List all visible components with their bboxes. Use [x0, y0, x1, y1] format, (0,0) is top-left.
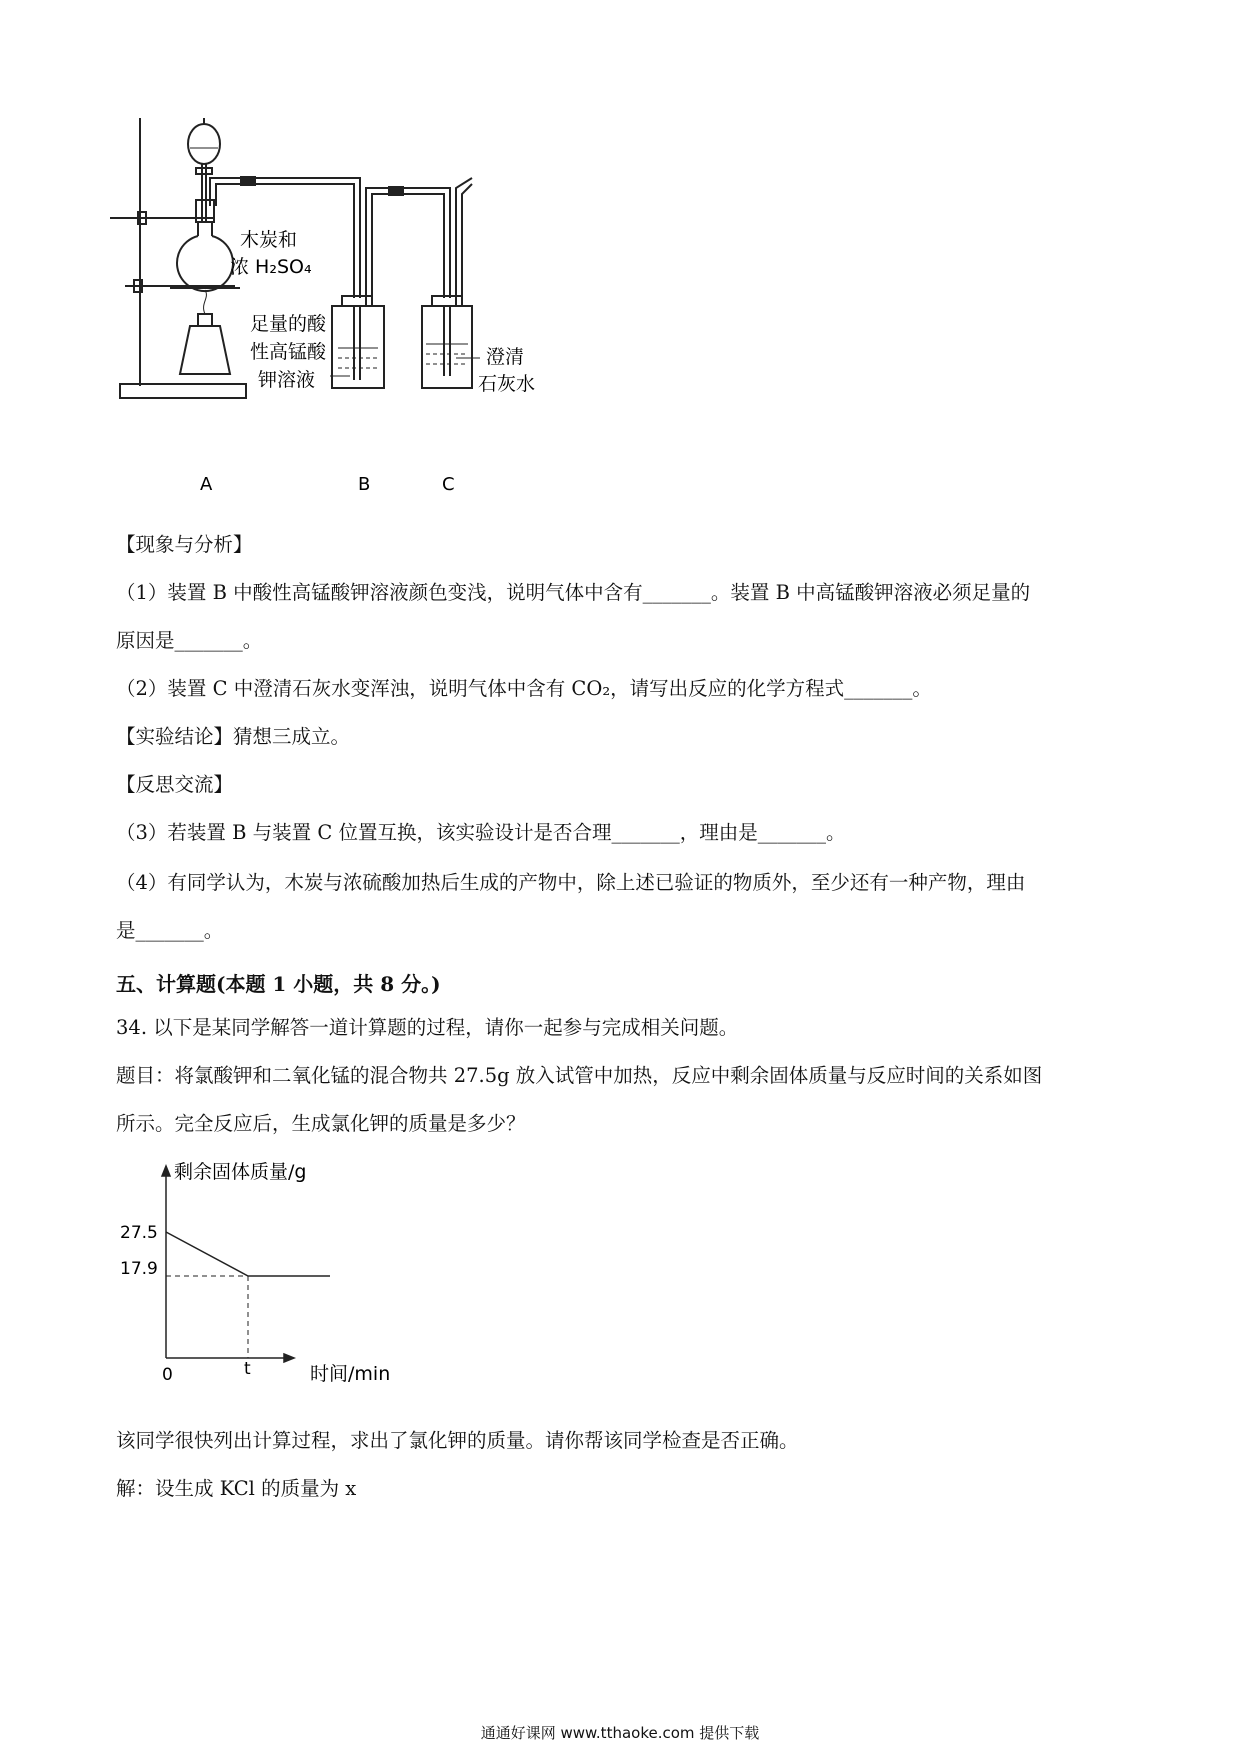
- mass-series-line: [166, 1232, 330, 1276]
- question-1-line1: （1）装置 B 中酸性高锰酸钾溶液颜色变浅，说明气体中含有_______。装置 B 中高锰酸钾溶液必须足量的: [116, 581, 1031, 604]
- question-34: 34. 以下是某同学解答一道计算题的过程，请你一起参与完成相关问题。: [116, 1016, 739, 1039]
- solution-start: 解：设生成 KCl 的质量为 x: [116, 1477, 357, 1500]
- stand-base: [120, 384, 246, 398]
- problem-line2: 所示。完全反应后，生成氯化钾的质量是多少？: [116, 1112, 526, 1135]
- question-1-line2: 原因是_______。: [116, 629, 263, 652]
- label-b-line2: 性高锰酸: [250, 341, 327, 363]
- x-axis-label: 时间/min: [310, 1363, 391, 1385]
- apparatus-diagram: [110, 118, 580, 498]
- reflection-heading: 【反思交流】: [116, 773, 234, 796]
- y-axis-label: 剩余固体质量/g: [174, 1161, 307, 1183]
- question-4-line1: （4）有同学认为，木炭与浓硫酸加热后生成的产物中，除上述已验证的物质外，至少还有一种产物，理由: [116, 871, 1026, 894]
- label-c-line2: 石灰水: [478, 373, 536, 395]
- problem-line1: 题目：将氯酸钾和二氧化锰的混合物共 27.5g 放入试管中加热，反应中剩余固体质量与反应时间的关系如图: [116, 1064, 1043, 1087]
- after-chart-text: 该同学很快列出计算过程，求出了氯化钾的质量。请你帮该同学检查是否正确。: [116, 1429, 799, 1452]
- x-tick-t: t: [244, 1359, 251, 1379]
- caption-c: C: [442, 474, 455, 495]
- y-tick-27-5: 27.5: [120, 1223, 158, 1243]
- section-5-heading: 五、计算题(本题 1 小题，共 8 分。): [116, 972, 441, 996]
- label-a-line1: 木炭和: [240, 229, 298, 251]
- x-axis-arrow: [284, 1354, 294, 1362]
- x-tick-0: 0: [162, 1365, 173, 1385]
- caption-a: A: [200, 474, 213, 495]
- y-axis-arrow: [162, 1166, 170, 1176]
- question-4-line2: 是_______。: [116, 919, 224, 942]
- label-b-line1: 足量的酸: [250, 313, 327, 335]
- conclusion: 【实验结论】猜想三成立。: [116, 725, 351, 748]
- footer-text: 通通好课网 www.tthaoke.com 提供下载: [480, 1724, 760, 1742]
- alcohol-lamp: [180, 326, 230, 374]
- question-3: （3）若装置 B 与装置 C 位置互换，该实验设计是否合理_______，理由是_______。: [116, 821, 846, 844]
- caption-b: B: [358, 474, 371, 495]
- separatory-funnel: [188, 124, 220, 164]
- bottle-c: [422, 306, 472, 388]
- label-a-line2: 浓 H₂SO₄: [230, 256, 312, 278]
- question-2: （2）装置 C 中澄清石灰水变浑浊，说明气体中含有 CO₂，请写出反应的化学方程式_______。: [116, 677, 932, 700]
- label-c-line1: 澄清: [486, 346, 525, 368]
- analysis-heading: 【现象与分析】: [116, 533, 253, 556]
- y-tick-17-9: 17.9: [120, 1259, 158, 1279]
- label-b-line3: 钾溶液: [258, 369, 316, 391]
- round-flask: [177, 236, 233, 291]
- mass-time-chart: [110, 1158, 410, 1398]
